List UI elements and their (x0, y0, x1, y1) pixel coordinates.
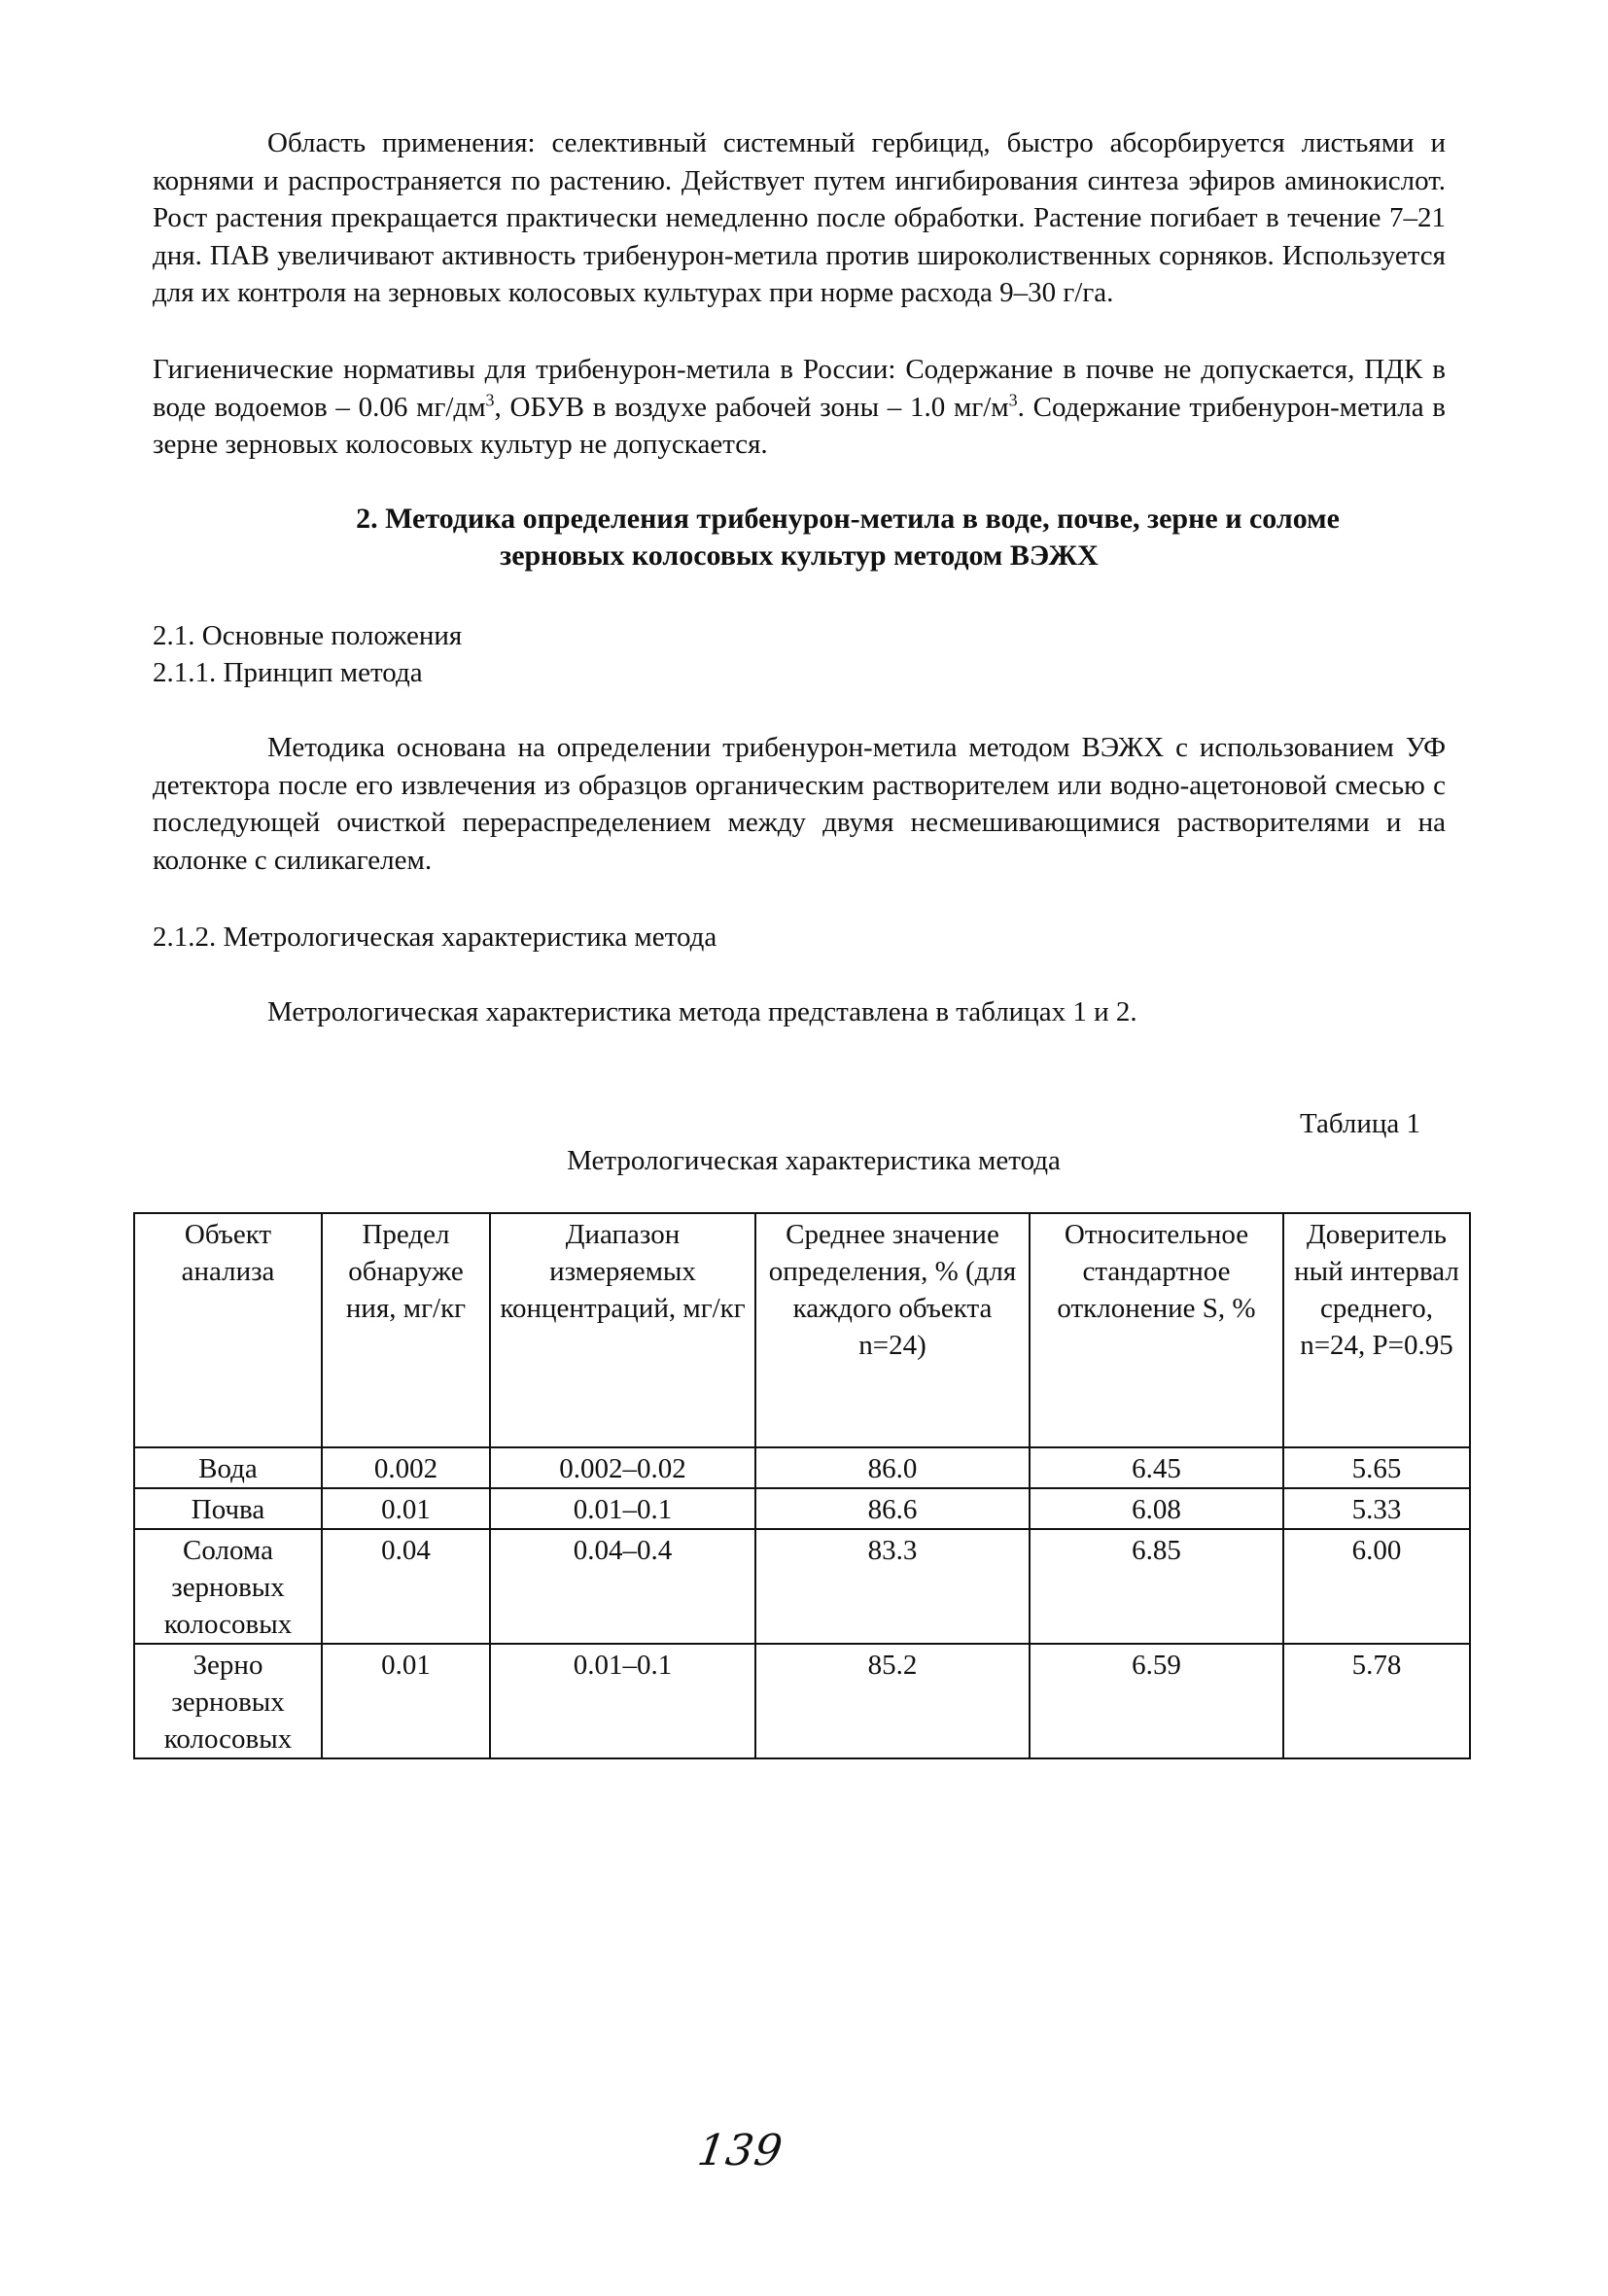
table-cell: 6.00 (1283, 1529, 1470, 1644)
section-heading (153, 501, 1446, 574)
subsection-2-1-1-title: 2.1.1. Принцип метода (153, 657, 423, 688)
hygiene-paragraph (153, 351, 1446, 464)
hygiene-superscript-2: 3 (1008, 389, 1018, 409)
section-heading-line-2: зерновых колосовых культур методом ВЭЖХ (500, 539, 1099, 572)
header-cell: Среднее значение определения, % (для каждого объекта n=24) (755, 1213, 1030, 1447)
table-cell: 0.01–0.1 (490, 1644, 755, 1758)
table-cell: 6.85 (1030, 1529, 1283, 1644)
table-header-row (134, 1213, 1470, 1447)
table-cell: Солома зерновых колосовых (134, 1529, 322, 1644)
header-cell: Предел обнаруже ния, мг/кг (322, 1213, 490, 1447)
table-row (134, 1488, 1470, 1529)
table-cell: 6.59 (1030, 1644, 1283, 1758)
hygiene-text-1: Гигиенические нормативы для трибенурон-метила в России: Содержание в почве не допускается, ПДК в воде водоемов – 0.06 мг/дм (153, 354, 1446, 423)
metrology-paragraph: Метрологическая характеристика метода представлена в таблицах 1 и 2. (267, 996, 1137, 1027)
header-cell: Относительное стандартное отклонение S, % (1030, 1213, 1283, 1447)
header-cell: Диапазон измеряемых концентраций, мг/кг (490, 1213, 755, 1447)
metrology-table (133, 1212, 1471, 1759)
table-row (134, 1447, 1470, 1488)
table-cell: 0.01–0.1 (490, 1488, 755, 1529)
table-cell: 6.45 (1030, 1447, 1283, 1488)
table-cell: 0.04–0.4 (490, 1529, 755, 1644)
section-heading-line-1: 2. Методика определения трибенурон-метила в воде, почве, зерне и соломе (356, 503, 1340, 535)
table-label: Таблица 1 (1300, 1108, 1421, 1139)
application-paragraph: Область применения: селективный системный гербицид, быстро абсорбируется листьями и корнями и распространяется по растению. Действует путем ингибирования синтеза эфиров аминокислот. Рост растения прекращается практически немедленно после обработки. Растение погибает в течение 7–21 дня. ПАВ увеличивают активность трибенурон-метила против широколиственных сорняков. Используется для их контроля на зерновых колосовых культурах при норме расхода 9–30 г/га. (153, 127, 1446, 308)
hygiene-text-3: . Содержание трибенурон-метила в зерне зерновых колосовых культур не допускается. (153, 391, 1446, 460)
principle-paragraph: Методика основана на определении трибенурон-метила методом ВЭЖХ с использованием УФ детектора после его извлечения из образцов органическим растворителем или водно-ацетоновой смесью с последующей очисткой перераспределением между двумя несмешивающимися растворителями и на колонке с силикагелем. (153, 732, 1446, 876)
table-cell: 85.2 (755, 1644, 1030, 1758)
table-cell: 0.04 (322, 1529, 490, 1644)
table-caption: Метрологическая характеристика метода (567, 1145, 1061, 1176)
hygiene-text-2: , ОБУВ в воздухе рабочей зоны – 1.0 мг/м (494, 391, 1009, 423)
table-row (134, 1529, 1470, 1644)
page-number: 139 (694, 2126, 787, 2175)
subsection-2-1-2-title: 2.1.2. Метрологическая характеристика метода (153, 922, 717, 953)
table-cell: 0.01 (322, 1644, 490, 1758)
table-cell: 5.78 (1283, 1644, 1470, 1758)
header-cell: Доверитель ный интервал среднего, n=24, P=0.95 (1283, 1213, 1470, 1447)
table-cell: 86.0 (755, 1447, 1030, 1488)
hygiene-superscript-1: 3 (485, 389, 495, 409)
table-cell: Зерно зерновых колосовых (134, 1644, 322, 1758)
table-cell: Почва (134, 1488, 322, 1529)
table-cell: 5.65 (1283, 1447, 1470, 1488)
table-cell: Вода (134, 1447, 322, 1488)
header-cell: Объект анализа (134, 1213, 322, 1447)
table-cell: 6.08 (1030, 1488, 1283, 1529)
table-cell: 86.6 (755, 1488, 1030, 1529)
table-cell: 5.33 (1283, 1488, 1470, 1529)
table-cell: 0.01 (322, 1488, 490, 1529)
table-row (134, 1644, 1470, 1758)
table-cell: 83.3 (755, 1529, 1030, 1644)
table-cell: 0.002–0.02 (490, 1447, 755, 1488)
table-cell: 0.002 (322, 1447, 490, 1488)
subsection-2-1-title: 2.1. Основные положения (153, 620, 463, 651)
